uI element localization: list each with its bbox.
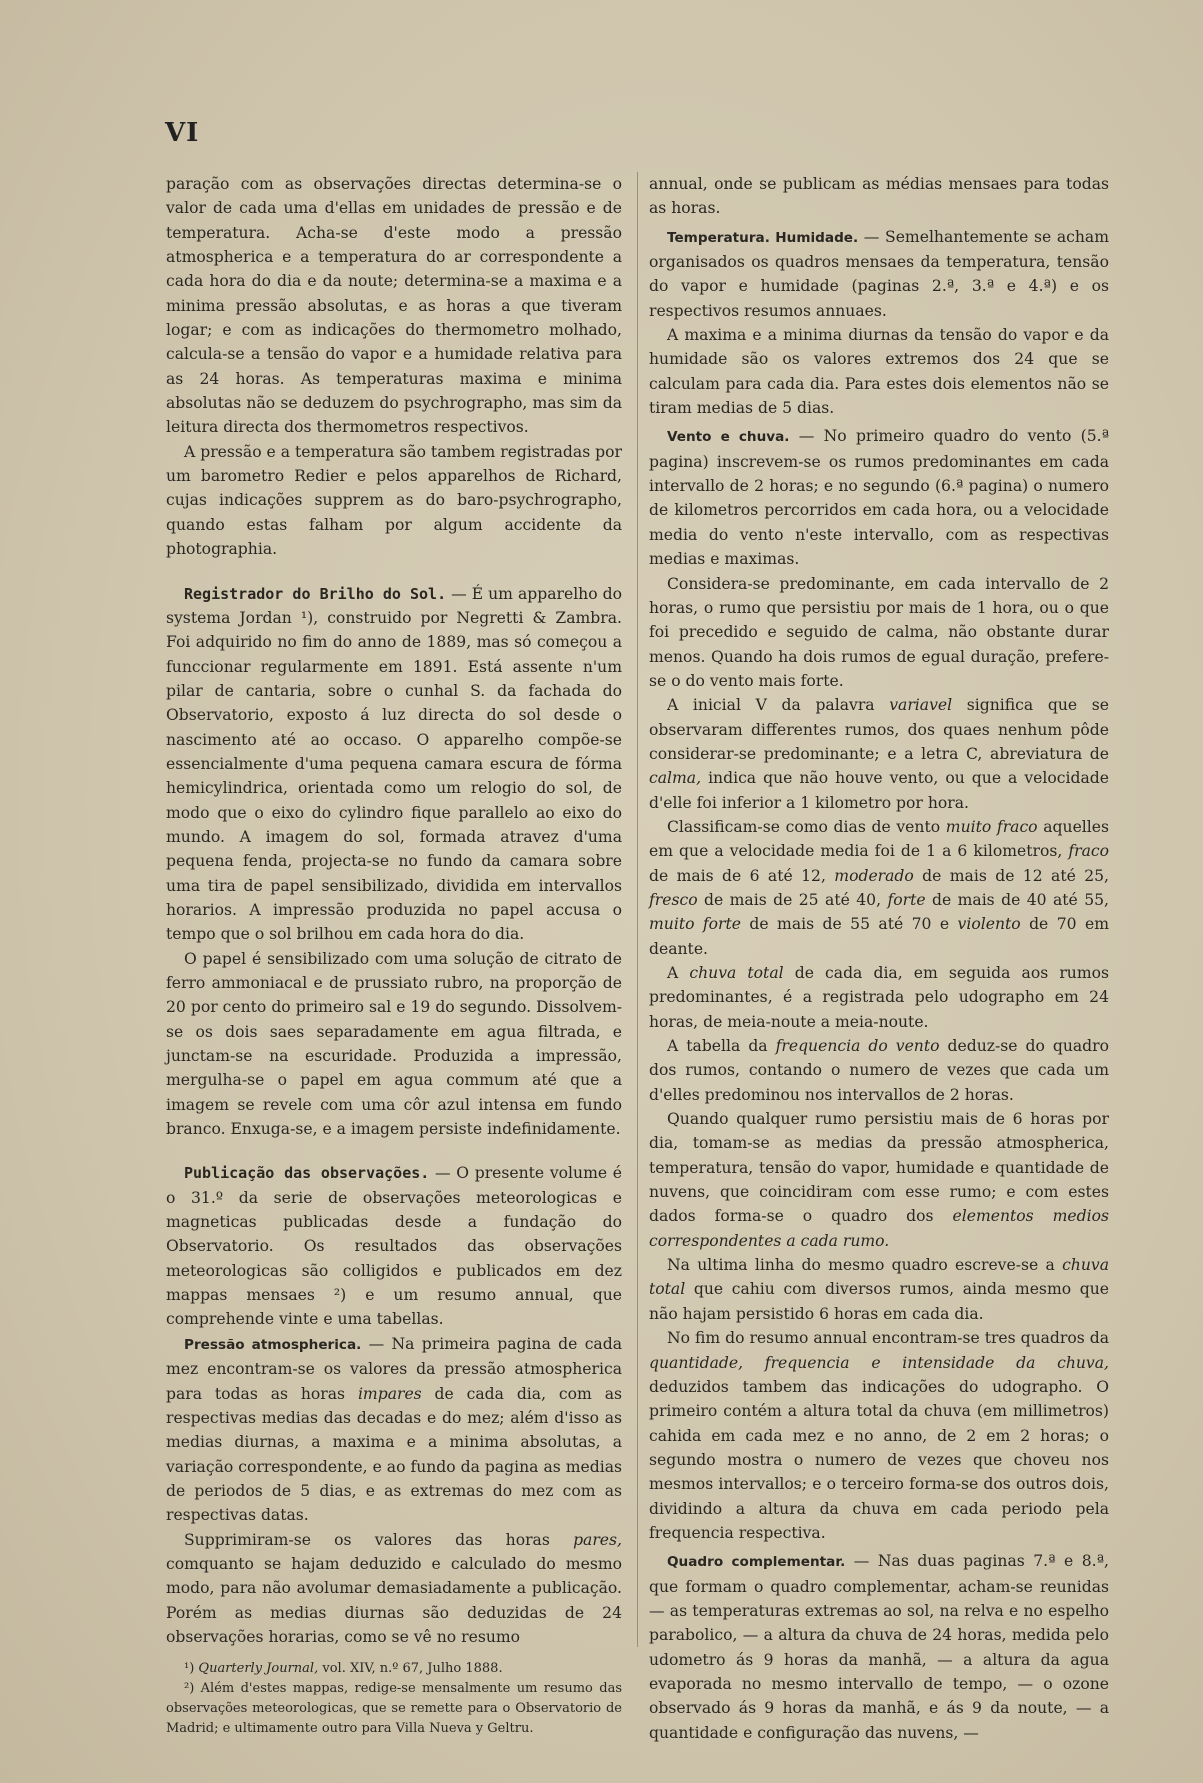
paragraph: A chuva total de cada dia, em seguida aos rumos predominantes, é a registrada pelo udographo em 24 horas, de meia-noute a meia-noute.	[649, 964, 1110, 1031]
section-temperatura: Temperatura. Humidade. — Semelhantemente se acham organisados os quadros mensaes da temperatura, tensão do vapor e humidade (paginas 2.ª, 3.ª e 4.ª) e os respectivos resumos annuaes.	[649, 227, 1109, 320]
subsection-heading: Vento e chuva.	[667, 429, 790, 446]
paragraph: paração com as observações directas determina-se o valor de cada uma d'ellas em unidades de pressão e de temperatura. Acha-se d'este modo a pressão atmospherica e a temperatura do ar correspondente a cada hora do dia e da noute; determina-se a maxima e a minima pressão absolutas, e as horas a que tiveram logar; e com as indicações do thermometro molhado, calcula-se a tensão do vapor e a humidade relativa para as 24 horas. As temperaturas maxima e minima absolutas não se deduzem do psychrographo, mas sim da leitura directa dos thermometros respectivos.	[166, 175, 622, 437]
paragraph: Considera-se predominante, em cada intervallo de 2 horas, o rumo que persistiu por mais de 1 hora, ou o que foi precedido e seguido de calma, não obstante durar menos. Quando ha dois rumos de egual duração, prefere-se o do vento mais forte.	[649, 574, 1109, 690]
paragraph: O papel é sensibilizado com uma solução de citrato de ferro ammoniacal e de prussiato rubro, na proporção de 20 por cento do primeiro sal e 19 do segundo. Dissolvem-se os dois saes separadamente em agua filtrada, e junctam-se na escuridade. Produzida a impressão, mergulha-se o papel em agua commum até que a imagem se revele com uma côr azul intensa em fundo branco. Enxuga-se, e a imagem persiste indefinidamente.	[166, 949, 622, 1139]
paragraph: annual, onde se publicam as médias mensaes para todas as horas.	[649, 175, 1109, 218]
paragraph: Na ultima linha do mesmo quadro escreve-se a chuva total que cahiu com diversos rumos, ainda mesmo que não hajam persistido 6 horas em cada dia.	[649, 1256, 1109, 1323]
paragraph: Supprimiram-se os valores das horas pares, comquanto se hajam deduzido e calculado do mesmo modo, para não avolumar demasiadamente a publicação. Porém as medias diurnas são deduzidas de 24 observações horarias, como se vê no resumo	[166, 1530, 622, 1646]
paragraph: A tabella da frequencia do vento deduz-se do quadro dos rumos, contando o numero de vezes que cada um d'elles predominou nos intervallos de 2 horas.	[649, 1037, 1109, 1104]
paragraph: No fim do resumo annual encontram-se tres quadros da quantidade, frequencia e intensidade da chuva, deduzidos tambem das indicações do udographo. O primeiro contém a altura total da chuva (em millimetros) cahida em cada mez e no anno, de 2 em 2 horas; o segundo mostra o numero de vezes que choveu nos mesmos intervallos; e o terceiro forma-se dos outros dois, dividindo a altura da chuva em cada periodo pela frequencia respectiva.	[649, 1329, 1109, 1542]
page-number: VI	[165, 118, 200, 148]
subsection-heading: Temperatura. Humidade.	[667, 229, 859, 246]
paragraph-text: — O presente volume é o 31.º da serie de observações meteorologicas e magneticas publicadas desde a fundação do Observatorio. Os resultados das observações meteorologicas são colligidos e publicados em dez mappas mensaes ²) e um resumo annual, que comprehende vinte e uma tabellas.	[166, 1164, 622, 1329]
paragraph: Quando qualquer rumo persistiu mais de 6 horas por dia, tomam-se as medias da pressão atmospherica, temperatura, tensão do vapor, humidade e quantidade de nuvens, que coincidiram com esse rumo; e com estes dados forma-se o quadro dos elementos medios correspondentes a cada rumo.	[649, 1110, 1109, 1250]
footnote-1: ¹) Quarterly Journal, vol. XIV, n.º 67, Julho 1888.	[184, 1661, 503, 1677]
subsection-heading: Pressão atmospherica.	[184, 1336, 362, 1353]
column-divider	[637, 172, 638, 1647]
paragraph-text: — É um apparelho do systema Jordan ¹), construido por Negretti & Zambra. Foi adquirido no fim do anno de 1889, mas só começou a funccionar regularmente em 1891. Está assente n'um pilar de cantaria, sobre o cunhal S. da fachada do Observatorio, exposto á luz directa do sol desde o nascimento até ao occaso. O apparelho compõe-se essencialmente d'uma pequena camara escura de fórma hemicylindrica, orientada como um relogio do sol, de modo que o eixo do cylindro fique parallelo ao eixo do mundo. A imagem do sol, formada atravez d'uma pequena fenda, projecta-se no fundo da camara sobre uma tira de papel sensibilizado, dividida em intervallos horarios. A impressão produzida no papel accusa o tempo que o sol brilhou em cada hora do dia.	[166, 584, 622, 944]
left-column	[166, 172, 622, 1739]
paragraph: A maxima e a minima diurnas da tensão do vapor e da humidade são os valores extremos dos 24 que se calculam para cada dia. Para estes dois elementos não se tiram medias de 5 dias.	[649, 326, 1109, 418]
subsection-heading: Quadro complementar.	[667, 1554, 846, 1571]
paragraph: A inicial V da palavra variavel significa que se observaram differentes rumos, dos quaes nenhum pôde considerar-se predominante; e a letra C, abreviatura de calma, indica que não houve vento, ou que a velocidade d'elle foi inferior a 1 kilometro por hora.	[649, 696, 1109, 812]
section-publicacao	[166, 1161, 622, 1331]
paragraph: Classificam-se como dias de vento muito fraco aquelles em que a velocidade media foi de 1 a 6 kilometros, fraco de mais de 6 até 12, moderado de mais de 12 até 25, fresco de mais de 25 até 40, forte de mais de 40 até 55, muito forte de mais de 55 até 70 e violento de 70 em deante.	[649, 817, 1110, 958]
footnote-2: ²) Além d'estes mappas, redige-se mensalmente um resumo das observações meteorologicas, que se remette para o Observatorio de Madrid; e ultimamente outro para Villa Nueva y Geltru.	[166, 1681, 622, 1737]
section-heading: Publicação das observações.	[184, 1164, 430, 1183]
section-pressao: Pressão atmospherica. — Na primeira pagina de cada mez encontram-se os valores da pressão atmospherica para todas as horas impares de cada dia, com as respectivas medias das decadas e do mez; além d'isso as medias diurnas, a maxima e a minima absolutas, a variação correspondente, e ao fundo da pagina as medias de periodos de 5 dias, e as extremas do mez com as respectivas datas.	[166, 1334, 623, 1525]
section-registrador	[166, 582, 622, 947]
footnotes	[166, 1659, 622, 1739]
section-heading: Registrador do Brilho do Sol.	[184, 584, 447, 603]
section-quadro: Quadro complementar. — Nas duas paginas 7.ª e 8.ª, que formam o quadro complementar, acham-se reunidas — as temperaturas extremas ao sol, na relva e no espelho parabolico, — a altura da chuva de 24 horas, medida pelo udometro ás 9 horas da manhã, — a altura da agua evaporada no mesmo intervallo de tempo, — o ozone observado ás 9 horas da manhã, e ás 9 da noute, — a quantidade e configuração das nuvens, —	[649, 1552, 1109, 1742]
section-vento: Vento e chuva. — No primeiro quadro do vento (5.ª pagina) inscrevem-se os rumos predominantes em cada intervallo de 2 horas; e no segundo (6.ª pagina) o numero de kilometros percorridos em cada hora, ou a velocidade media do vento n'este intervallo, com as respectivas medias e maximas.	[649, 427, 1109, 569]
right-column	[649, 172, 1109, 1745]
paragraph: A pressão e a temperatura são tambem registradas por um barometro Redier e pelos apparelhos de Richard, cujas indicações supprem as do baro-psychrographo, quando estas falham por algum accidente da photographia.	[166, 442, 622, 559]
